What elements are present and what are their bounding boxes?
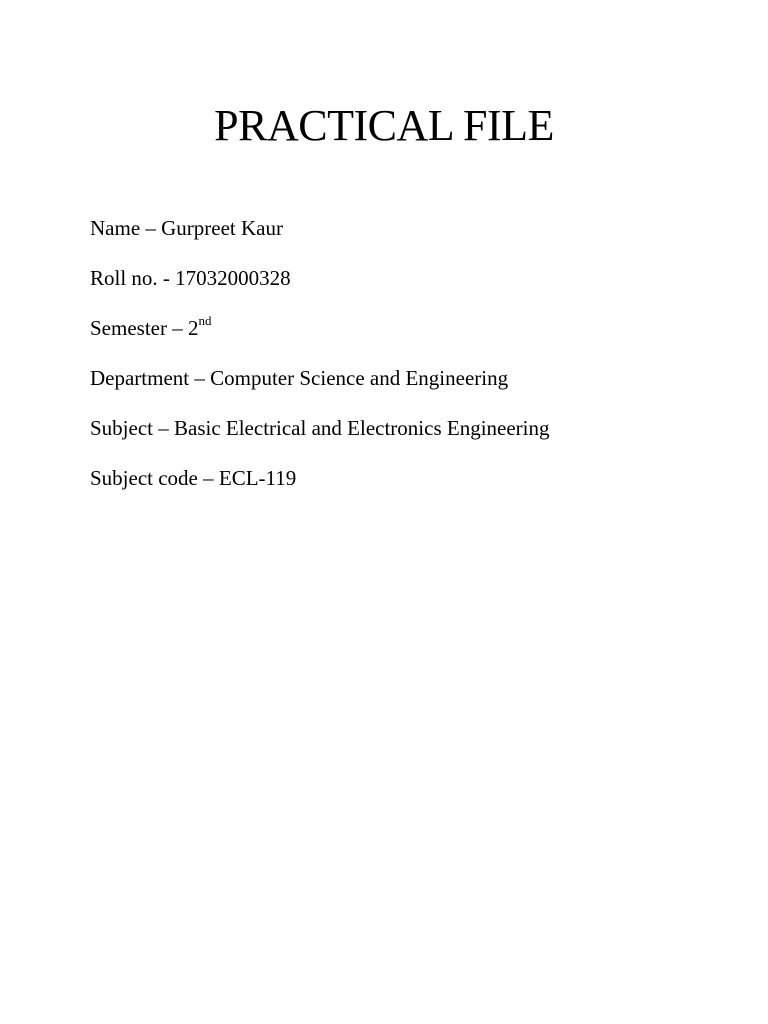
subject-code-line: Subject code – ECL-119: [90, 466, 297, 490]
semester-text: Semester – 2: [90, 316, 199, 340]
document-title: PRACTICAL FILE: [214, 101, 554, 150]
name-line: Name – Gurpreet Kaur: [90, 216, 283, 240]
roll-number-line: Roll no. - 17032000328: [90, 266, 291, 290]
semester-line: [90, 313, 730, 343]
subject-line: Subject – Basic Electrical and Electronics Engineering: [90, 416, 550, 440]
student-details: [90, 213, 730, 493]
department-line: Department – Computer Science and Engineering: [90, 366, 509, 390]
semester-ordinal-suffix: nd: [198, 313, 212, 328]
